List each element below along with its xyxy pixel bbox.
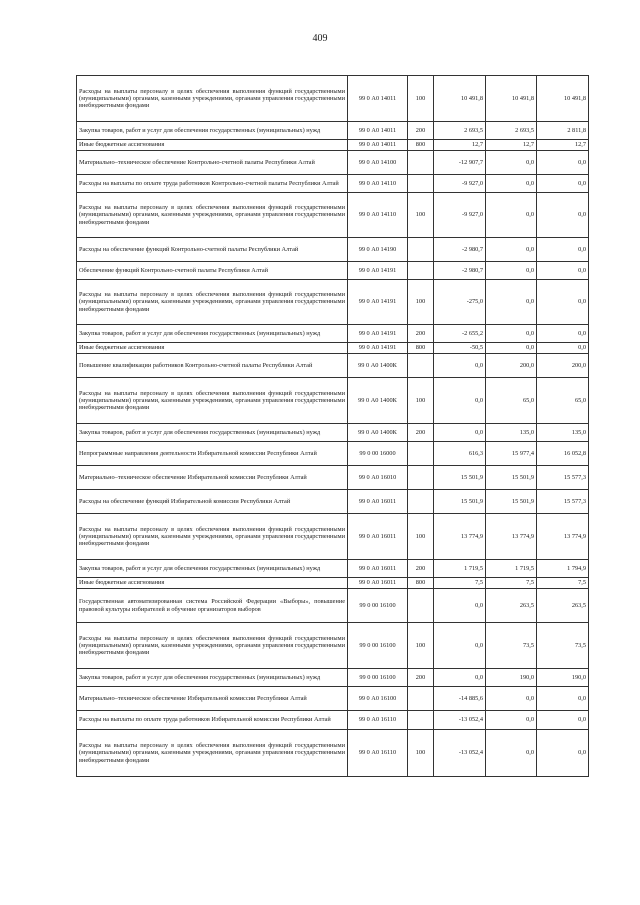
- row-value-2: 0,0: [486, 280, 537, 325]
- row-expense-type: 100: [408, 193, 434, 238]
- row-value-1: 12,7: [434, 140, 486, 151]
- row-value-3: 12,7: [537, 140, 589, 151]
- row-name: Иные бюджетные ассигнования: [77, 343, 348, 354]
- row-expense-type: [408, 238, 434, 262]
- row-value-2: 15 501,9: [486, 490, 537, 514]
- row-value-1: -2 980,7: [434, 238, 486, 262]
- row-name: Иные бюджетные ассигнования: [77, 578, 348, 589]
- row-value-1: -50,5: [434, 343, 486, 354]
- row-value-1: 1 719,5: [434, 560, 486, 578]
- row-value-3: 0,0: [537, 711, 589, 730]
- row-value-2: 13 774,9: [486, 514, 537, 560]
- row-value-3: 73,5: [537, 623, 589, 669]
- row-expense-type: 200: [408, 669, 434, 687]
- row-code: 99 0 А0 16011: [348, 578, 408, 589]
- budget-table: [76, 75, 589, 777]
- row-code: 99 0 А0 14011: [348, 76, 408, 122]
- row-value-1: 2 693,5: [434, 122, 486, 140]
- row-name: Закупка товаров, работ и услуг для обеспечения государственных (муниципальных) нужд: [77, 424, 348, 442]
- row-expense-type: 200: [408, 560, 434, 578]
- row-value-1: -9 927,0: [434, 175, 486, 193]
- row-expense-type: [408, 687, 434, 711]
- row-value-3: 0,0: [537, 325, 589, 343]
- table-row: [77, 466, 589, 490]
- row-value-1: 0,0: [434, 354, 486, 378]
- row-code: 99 0 А0 16110: [348, 711, 408, 730]
- row-expense-type: 200: [408, 424, 434, 442]
- row-value-2: 2 693,5: [486, 122, 537, 140]
- row-code: 99 0 А0 1400К: [348, 378, 408, 424]
- row-value-3: 0,0: [537, 193, 589, 238]
- row-value-2: 0,0: [486, 325, 537, 343]
- row-name: Повышение квалификации работников Контрольно-счетной палаты Республики Алтай: [77, 354, 348, 378]
- row-expense-type: [408, 262, 434, 280]
- row-name: Иные бюджетные ассигнования: [77, 140, 348, 151]
- row-code: 99 0 А0 14191: [348, 343, 408, 354]
- row-expense-type: [408, 151, 434, 175]
- row-value-3: 16 052,8: [537, 442, 589, 466]
- row-name: Непрограммные направления деятельности Избирательной комиссии Республики Алтай: [77, 442, 348, 466]
- row-expense-type: 800: [408, 578, 434, 589]
- row-value-1: 10 491,8: [434, 76, 486, 122]
- table-row: [77, 343, 589, 354]
- row-code: 99 0 А0 1400К: [348, 354, 408, 378]
- row-expense-type: [408, 442, 434, 466]
- row-name: Расходы на выплаты персоналу в целях обеспечения выполнения функций государственными (муниципальными) органами, казенными учреждениями, органами управления государственными внебюджетными фондами: [77, 193, 348, 238]
- row-expense-type: [408, 354, 434, 378]
- row-name: Закупка товаров, работ и услуг для обеспечения государственных (муниципальных) нужд: [77, 560, 348, 578]
- row-value-3: 135,0: [537, 424, 589, 442]
- row-code: 99 0 А0 16011: [348, 560, 408, 578]
- row-name: Материально–техническое обеспечение Избирательной комиссии Республики Алтай: [77, 466, 348, 490]
- row-value-1: 0,0: [434, 589, 486, 623]
- page-number: 409: [312, 33, 328, 44]
- row-value-2: 0,0: [486, 151, 537, 175]
- row-code: 99 0 А0 14190: [348, 238, 408, 262]
- row-expense-type: 100: [408, 623, 434, 669]
- row-name: Расходы на обеспечение функций Избирательной комиссии Республики Алтай: [77, 490, 348, 514]
- row-value-3: 0,0: [537, 343, 589, 354]
- row-value-1: -2 655,2: [434, 325, 486, 343]
- table-row: [77, 140, 589, 151]
- table-row: [77, 238, 589, 262]
- row-value-1: -275,0: [434, 280, 486, 325]
- row-code: 99 0 А0 16010: [348, 466, 408, 490]
- table-row: [77, 354, 589, 378]
- row-code: 99 0 А0 14100: [348, 151, 408, 175]
- row-value-1: 616,3: [434, 442, 486, 466]
- row-expense-type: 100: [408, 280, 434, 325]
- row-code: 99 0 А0 14191: [348, 280, 408, 325]
- row-name: Расходы на выплаты по оплате труда работников Контрольно-счетной палаты Республики Алтай: [77, 175, 348, 193]
- table-row: [77, 730, 589, 777]
- row-value-3: 0,0: [537, 151, 589, 175]
- row-value-2: 7,5: [486, 578, 537, 589]
- table-row: [77, 280, 589, 325]
- row-code: 99 0 00 16100: [348, 623, 408, 669]
- row-code: 99 0 00 16100: [348, 589, 408, 623]
- row-value-2: 15 977,4: [486, 442, 537, 466]
- row-name: Закупка товаров, работ и услуг для обеспечения государственных (муниципальных) нужд: [77, 122, 348, 140]
- table-row: [77, 514, 589, 560]
- row-code: 99 0 00 16000: [348, 442, 408, 466]
- row-value-1: 0,0: [434, 424, 486, 442]
- row-value-3: 200,0: [537, 354, 589, 378]
- row-value-2: 0,0: [486, 193, 537, 238]
- row-value-3: 0,0: [537, 238, 589, 262]
- table-row: [77, 262, 589, 280]
- table-row: [77, 669, 589, 687]
- row-expense-type: [408, 589, 434, 623]
- row-expense-type: 100: [408, 76, 434, 122]
- row-value-1: 0,0: [434, 378, 486, 424]
- row-value-3: 65,0: [537, 378, 589, 424]
- row-value-2: 135,0: [486, 424, 537, 442]
- row-value-2: 1 719,5: [486, 560, 537, 578]
- table-row: [77, 711, 589, 730]
- row-value-3: 15 577,3: [537, 490, 589, 514]
- row-code: 99 0 А0 14191: [348, 325, 408, 343]
- row-expense-type: 800: [408, 343, 434, 354]
- table-row: [77, 589, 589, 623]
- table-row: [77, 76, 589, 122]
- table-row: [77, 490, 589, 514]
- row-value-1: -13 052,4: [434, 730, 486, 777]
- row-value-2: 0,0: [486, 175, 537, 193]
- table-row: [77, 193, 589, 238]
- row-code: 99 0 А0 16011: [348, 490, 408, 514]
- row-value-1: -2 980,7: [434, 262, 486, 280]
- row-value-2: 12,7: [486, 140, 537, 151]
- row-value-1: 7,5: [434, 578, 486, 589]
- row-value-2: 15 501,9: [486, 466, 537, 490]
- row-value-1: -9 927,0: [434, 193, 486, 238]
- row-expense-type: [408, 711, 434, 730]
- row-code: 99 0 А0 16100: [348, 687, 408, 711]
- row-expense-type: [408, 490, 434, 514]
- row-code: 99 0 А0 14110: [348, 175, 408, 193]
- row-name: Материально–техническое обеспечение Контрольно-счетной палаты Республики Алтай: [77, 151, 348, 175]
- row-name: Расходы на выплаты персоналу в целях обеспечения выполнения функций государственными (муниципальными) органами, казенными учреждениями, органами управления государственными внебюджетными фондами: [77, 378, 348, 424]
- row-code: 99 0 А0 14110: [348, 193, 408, 238]
- row-value-3: 0,0: [537, 262, 589, 280]
- table-row: [77, 378, 589, 424]
- row-expense-type: 200: [408, 122, 434, 140]
- row-code: 99 0 А0 14191: [348, 262, 408, 280]
- table-row: [77, 175, 589, 193]
- row-name: Государственная автоматизированная система Российской Федерации «Выборы», повышение правовой культуры избирателей и обучение организаторов выборов: [77, 589, 348, 623]
- row-value-2: 0,0: [486, 687, 537, 711]
- row-name: Расходы на выплаты персоналу в целях обеспечения выполнения функций государственными (муниципальными) органами, казенными учреждениями, органами управления государственными внебюджетными фондами: [77, 76, 348, 122]
- row-code: 99 0 00 16100: [348, 669, 408, 687]
- row-name: Расходы на обеспечение функций Контрольно-счетной палаты Республики Алтай: [77, 238, 348, 262]
- row-value-3: 1 794,9: [537, 560, 589, 578]
- row-value-2: 65,0: [486, 378, 537, 424]
- table-row: [77, 578, 589, 589]
- row-name: Расходы на выплаты персоналу в целях обеспечения выполнения функций государственными (муниципальными) органами, казенными учреждениями, органами управления государственными внебюджетными фондами: [77, 623, 348, 669]
- row-value-2: 73,5: [486, 623, 537, 669]
- row-name: Материально–техническое обеспечение Избирательной комиссии Республики Алтай: [77, 687, 348, 711]
- table-row: [77, 424, 589, 442]
- row-value-2: 0,0: [486, 711, 537, 730]
- row-value-2: 263,5: [486, 589, 537, 623]
- row-value-1: -14 885,6: [434, 687, 486, 711]
- row-name: Расходы на выплаты персоналу в целях обеспечения выполнения функций государственными (муниципальными) органами, казенными учреждениями, органами управления государственными внебюджетными фондами: [77, 280, 348, 325]
- row-expense-type: 800: [408, 140, 434, 151]
- row-value-2: 0,0: [486, 238, 537, 262]
- row-expense-type: [408, 175, 434, 193]
- row-value-1: 13 774,9: [434, 514, 486, 560]
- row-name: Расходы на выплаты персоналу в целях обеспечения выполнения функций государственными (муниципальными) органами, казенными учреждениями, органами управления государственными внебюджетными фондами: [77, 514, 348, 560]
- row-code: 99 0 А0 14011: [348, 122, 408, 140]
- row-value-2: 0,0: [486, 730, 537, 777]
- row-value-3: 7,5: [537, 578, 589, 589]
- row-code: 99 0 А0 16110: [348, 730, 408, 777]
- row-value-1: -13 052,4: [434, 711, 486, 730]
- row-value-3: 0,0: [537, 175, 589, 193]
- row-value-1: 0,0: [434, 623, 486, 669]
- row-value-3: 2 811,8: [537, 122, 589, 140]
- row-value-2: 0,0: [486, 262, 537, 280]
- row-name: Расходы на выплаты персоналу в целях обеспечения выполнения функций государственными (муниципальными) органами, казенными учреждениями, органами управления государственными внебюджетными фондами: [77, 730, 348, 777]
- row-value-2: 200,0: [486, 354, 537, 378]
- table-row: [77, 560, 589, 578]
- row-code: 99 0 А0 1400К: [348, 424, 408, 442]
- row-expense-type: [408, 466, 434, 490]
- row-value-3: 0,0: [537, 280, 589, 325]
- table-row: [77, 687, 589, 711]
- row-value-3: 15 577,3: [537, 466, 589, 490]
- row-code: 99 0 А0 16011: [348, 514, 408, 560]
- row-value-2: 10 491,8: [486, 76, 537, 122]
- table-row: [77, 442, 589, 466]
- row-name: Расходы на выплаты по оплате труда работников Избирательной комиссии Республики Алтай: [77, 711, 348, 730]
- row-expense-type: 100: [408, 378, 434, 424]
- row-value-3: 0,0: [537, 687, 589, 711]
- row-value-1: 15 501,9: [434, 490, 486, 514]
- budget-table-body: [77, 76, 589, 777]
- row-value-1: -12 907,7: [434, 151, 486, 175]
- row-value-3: 263,5: [537, 589, 589, 623]
- row-expense-type: 100: [408, 514, 434, 560]
- row-value-3: 0,0: [537, 730, 589, 777]
- table-row: [77, 122, 589, 140]
- row-value-1: 15 501,9: [434, 466, 486, 490]
- table-row: [77, 623, 589, 669]
- row-value-3: 13 774,9: [537, 514, 589, 560]
- row-name: Закупка товаров, работ и услуг для обеспечения государственных (муниципальных) нужд: [77, 325, 348, 343]
- row-expense-type: 200: [408, 325, 434, 343]
- row-value-3: 10 491,8: [537, 76, 589, 122]
- row-value-2: 190,0: [486, 669, 537, 687]
- row-value-1: 0,0: [434, 669, 486, 687]
- row-value-3: 190,0: [537, 669, 589, 687]
- row-name: Обеспечение функций Контрольно-счетной палаты Республики Алтай: [77, 262, 348, 280]
- table-row: [77, 325, 589, 343]
- table-row: [77, 151, 589, 175]
- row-code: 99 0 А0 14011: [348, 140, 408, 151]
- row-value-2: 0,0: [486, 343, 537, 354]
- row-name: Закупка товаров, работ и услуг для обеспечения государственных (муниципальных) нужд: [77, 669, 348, 687]
- row-expense-type: 100: [408, 730, 434, 777]
